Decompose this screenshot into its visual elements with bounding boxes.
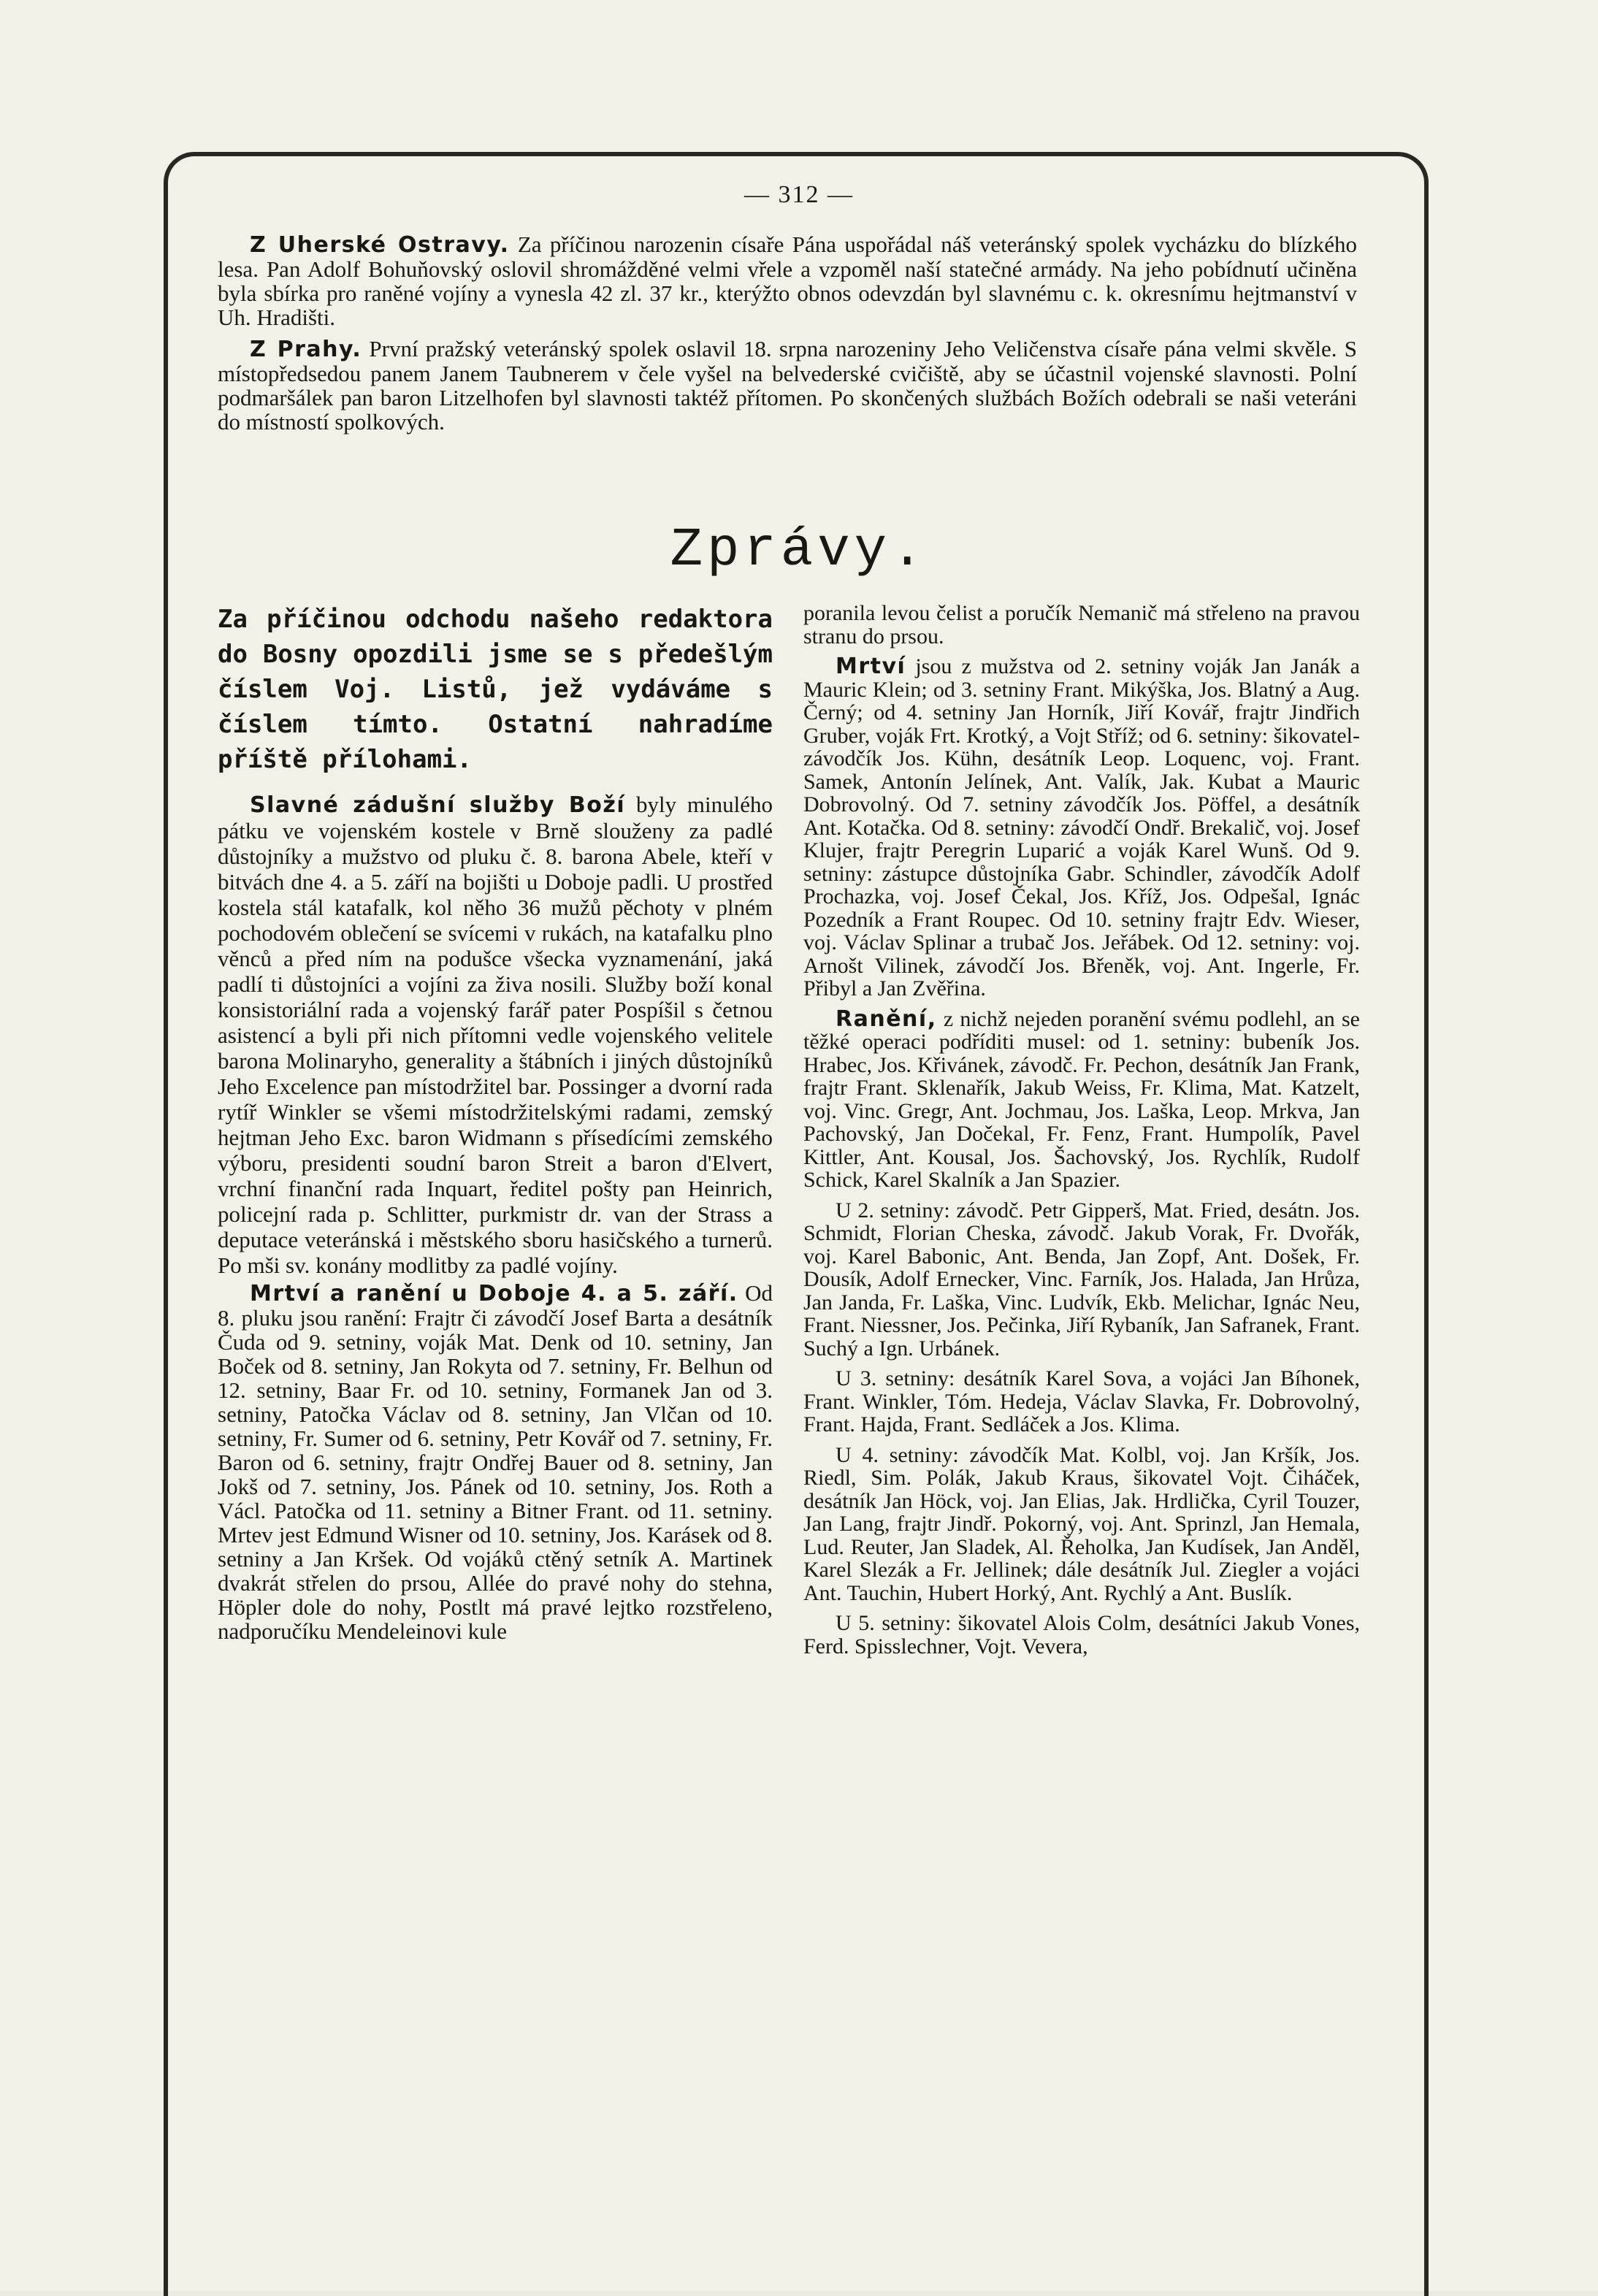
- article-heading: Mrtví: [836, 654, 906, 679]
- intro-reports: [218, 232, 1357, 434]
- report-paragraph: [218, 232, 1357, 329]
- article-paragraph: [218, 1281, 773, 1643]
- section-title: Zprávy.: [670, 520, 928, 581]
- article-text: jsou z mužstva od 2. setniny voják Jan Janák a Mauric Klein; od 3. setniny Frant. Mikýška, Jos. Blatný a Aug. Černý; od 4. setniny Jan Horník, Jiří Kovář, frajtr Jindřich Gruber, voják Frt. Krotký, a Vojt Stříž; od 6. setniny: šikovatel-závodčík Jos. Kühn, desátník Leop. Loquenc, voj. Frant. Samek, Antonín Jelínek, Ant. Valík, Jak. Kubat a Mauric Dobrovolný. Od 7. setniny závodčík Jos. Pöffel, a desátník Ant. Kotačka. Od 8. setniny: závodčí Ondř. Brekalič, voj. Josef Klujer, frajtr Peregrin Luparić a voják Karel Wunš. Od 9. setniny: zástupce důstojníka Gabr. Schindler, závodčík Adolf Prochazka, voj. Josef Čekal, Jos. Kříž, Jos. Odpešal, Ignác Pozedník a Frant Roupec. Od 10. setniny frajtr Edv. Wieser, voj. Václav Splinar a trubač Jos. Jeřábek. Od 12. setniny: voj. Arnošt Vilinek, závodčí Jos. Břeněk, voj. Ant. Ingerle, Fr. Přibyl a Jan Zvěřina.: [803, 654, 1360, 1000]
- report-heading: Z Prahy.: [250, 337, 362, 362]
- article-paragraph: [218, 792, 773, 1278]
- article-paragraph: [803, 1008, 1360, 1192]
- article-heading: Mrtví a ranění u Doboje 4. a 5. září.: [250, 1281, 738, 1306]
- left-column: [218, 602, 773, 1643]
- article-heading: Slavné zádušní služby Boží: [250, 792, 626, 818]
- article-text: U 3. setniny: desátník Karel Sova, a vojáci Jan Bíhonek, Frant. Winkler, Tóm. Hedeja, Václav Slavka, Fr. Dobrovolný, Frant. Hajda, Frant. Sedláček a Jos. Klima.: [803, 1366, 1360, 1436]
- article-paragraph: [803, 1199, 1360, 1361]
- report-text: První pražský veteránský spolek oslavil 18. srpna narozeniny Jeho Veličenstva císaře pána velmi skvěle. S místopředsedou panem Janem Taubnerem v čele vyšel na belvederské cvičiště, aby se účastnil vojenské slavnosti. Polní podmaršálek pan baron Litzelhofen byl slavnosti taktéž přítomen. Po skončených službách Božích odebrali se naši veteráni do místností spolkových.: [218, 336, 1357, 435]
- article-text: U 2. setniny: závodč. Petr Gipperš, Mat. Fried, desátn. Jos. Schmidt, Florian Cheska, závodč. Jakub Vorak, Fr. Dvořák, voj. Karel Babonic, Ant. Benda, Jan Zopf, Ant. Došek, Fr. Dousík, Adolf Ernecker, Vinc. Farník, Jos. Halada, Jan Hrůza, Jan Janda, Fr. Laška, Vinc. Ludvík, Ekb. Melichar, Ignác Neu, Frant. Niessner, Jos. Pečinka, Jiří Rybaník, Jan Safranek, Frant. Suchý a Ign. Urbánek.: [803, 1198, 1360, 1361]
- report-paragraph: [218, 337, 1357, 434]
- article-text: z nichž nejeden poranění svému podlehl, an se těžké operaci podříditi musel: od 1. setniny: bubeník Jos. Hrabec, Jos. Křivánek, závodč. Fr. Pechon, desátník Jan Frank, frajtr Frant. Sklenařík, Jakub Weiss, Fr. Klima, Mat. Katzelt, voj. Vinc. Gregr, Ant. Jochmau, Jos. Laška, Leop. Mrkva, Jan Pachovský, Jan Dočekal, Fr. Fenz, Frant. Humpolík, Pavel Kittler, Ant. Kousal, Jos. Šachovský, Jos. Rychlík, Rudolf Schick, Karel Skalník a Jan Spazier.: [803, 1006, 1360, 1192]
- article-paragraph: [803, 1444, 1360, 1605]
- article-paragraph: [803, 655, 1360, 1000]
- right-column: [803, 602, 1360, 1658]
- article-text: Od 8. pluku jsou ranění: Frajtr či závodčí Josef Barta a desátník Čuda od 9. setniny, voják Mat. Denk od 10. setniny, Jan Boček od 8. setniny, Jan Rokyta od 7. setniny, Fr. Belhun od 12. setniny, Baar Fr. od 10. setniny, Formanek Jan od 3. setniny, Patočka Václav od 8. setniny, Jan Vlčan od 10. setniny, Fr. Sumer od 6. setniny, Petr Kovář od 7. setniny, Fr. Baron od 6. setniny, frajtr Ondřej Bauer od 8. setniny, Jan Jokš od 7. setniny, Jos. Pánek od 10. setniny, Jos. Roth a Václ. Patočka od 11. setniny a Bitner Frant. od 11. setniny. Mrtev jest Edmund Wisner od 10. setniny, Jos. Karásek od 8. setniny a Jan Kršek. Od vojáků ctěný setník A. Martinek dvakrát střelen do prsou, Allée do pravé nohy do stehna, Höpler dole do nohy, Postlt má pravé lejtko rozstřeleno, nadporučíku Mendeleinovi kule: [218, 1280, 773, 1644]
- page-number: — 312 —: [744, 181, 854, 208]
- article-text: U 5. setniny: šikovatel Alois Colm, desátníci Jakub Vones, Ferd. Spisslechner, Vojt. Vevera,: [803, 1611, 1360, 1658]
- editorial-notice: Za příčinou odchodu našeho redaktora do Bosny opozdili jsme se s předešlým číslem Voj. Listů, jež vydáváme s číslem tímto. Ostatní nahradíme příště přílohami.: [218, 605, 773, 774]
- article-heading: Ranění,: [836, 1006, 937, 1032]
- article-text: poranila levou čelist a poručík Nemanič má střeleno na pravou stranu do prsou.: [803, 601, 1360, 648]
- article-text: byly minulého pátku ve vojenském kostele v Brně slouženy za padlé důstojníky a mužstvo od pluku č. 8. barona Abele, kteří v bitvách dne 4. a 5. září na bojišti u Doboje padli. U prostřed kostela stál katafalk, kol něho 36 mužů pěchoty v plném pochodovém oblečení se svícemi v rukách, na katafalku plno věnců a před ním na podušce všecka vyznamenání, jaká padlí ti důstojníci a vojíni za živa nosili. Služby boží konal konsistoriální rada a vojenský farář pater Pospíšil s četnou asistencí a byli při nich přítomni vedle vojenského velitele barona Molinaryho, generality a štábních i jiných důstojníků Jeho Excelence pan místodržitel bar. Possinger a dvorní rada rytíř Winkler se všemi místodržitelskými radami, zemský hejtman Jeho Exc. baron Widmann s přísedícími zemského výboru, presidenti soudní baron Streit a baron d'Elvert, vrchní finanční rada Inquart, ředitel pošty pan Heinrich, policejní rada p. Schlitter, purkmistr dr. van der Strass a deputace veteránská i městského sboru hasičského a turnerů. Po mši sv. konány modlitby za padlé vojíny.: [218, 792, 773, 1278]
- article-paragraph: [803, 1612, 1360, 1658]
- report-heading: Z Uherské Ostravy.: [250, 232, 510, 258]
- article-text: U 4. setniny: závodčík Mat. Kolbl, voj. Jan Kršík, Jos. Riedl, Sim. Polák, Jakub Kraus, šikovatel Vojt. Čiháček, desátník Jan Höck, voj. Jan Elias, Jak. Hrdlička, Cyril Touzer, Jan Lang, frajtr Jindř. Pokorný, voj. Ant. Sprinzl, Jan Hemala, Lud. Reuter, Jan Sladek, Al. Řeholka, Jan Kudísek, Jan Anděl, Karel Slezák a Fr. Jellinek; dále desátník Jul. Ziegler a vojáci Ant. Tauchin, Hubert Horký, Ant. Rychlý a Ant. Buslík.: [803, 1442, 1360, 1605]
- report-text: Za příčinou narozenin císaře Pána uspořádal náš veteránský spolek vycházku do blízkého lesa. Pan Adolf Bohuňovský oslovil shromážděné velmi vřele a vzpoměl naší statečné armády. Na jeho pobídnutí učiněna byla sbírka pro raněné vojíny a vynesla 42 zl. 37 kr., kterýžto obnos odevzdán byl slavnému c. k. okresnímu hejtmanství v Uh. Hradišti.: [218, 231, 1357, 330]
- article-paragraph: [803, 602, 1360, 648]
- article-paragraph: [803, 1367, 1360, 1436]
